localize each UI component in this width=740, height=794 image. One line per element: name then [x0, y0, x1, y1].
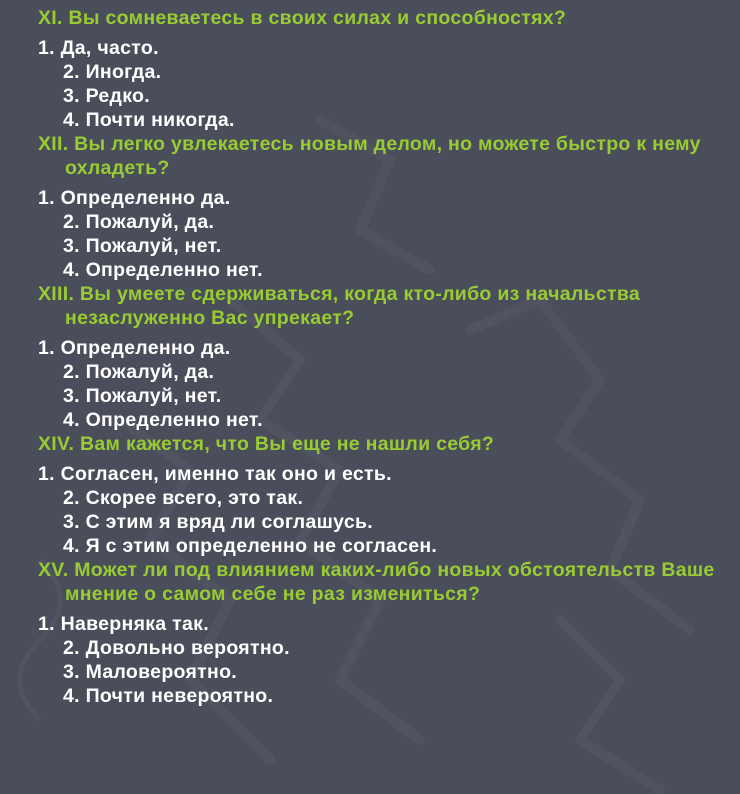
- question-block-12: [38, 132, 728, 282]
- answer-list: [38, 336, 728, 432]
- answer-list: [38, 36, 728, 132]
- answer-option: 3. Маловероятно.: [63, 661, 238, 683]
- question-title: XII. Вы легко увлекаетесь новым делом, но можете быстро к нему охладеть?: [38, 133, 701, 179]
- answer-option: 4. Почти невероятно.: [63, 685, 274, 707]
- answer-option: 2. Иногда.: [63, 61, 162, 83]
- answer-option: 1. Да, часто.: [38, 37, 159, 59]
- question-title: XV. Может ли под влиянием каких-либо новых обстоятельств Ваше мнение о самом себе не раз измениться?: [38, 559, 715, 605]
- question-block-14: [38, 432, 728, 558]
- answer-option: 1. Наверняка так.: [38, 613, 209, 635]
- answer-option: 3. С этим я вряд ли соглашусь.: [63, 511, 373, 533]
- answer-option: 2. Пожалуй, да.: [63, 211, 215, 233]
- answer-list: [38, 186, 728, 282]
- questionnaire: [38, 6, 728, 708]
- answer-option: 4. Определенно нет.: [63, 259, 263, 281]
- question-block-15: [38, 558, 728, 708]
- answer-list: [38, 612, 728, 708]
- answer-option: 4. Определенно нет.: [63, 409, 263, 431]
- answer-option: 4. Я с этим определенно не согласен.: [63, 535, 438, 557]
- answer-option: 1. Согласен, именно так оно и есть.: [38, 463, 392, 485]
- question-title: XIV. Вам кажется, что Вы еще не нашли себя?: [38, 433, 495, 455]
- question-block-11: [38, 6, 728, 132]
- answer-option: 1. Определенно да.: [38, 337, 231, 359]
- question-block-13: [38, 282, 728, 432]
- answer-option: 2. Довольно вероятно.: [63, 637, 290, 659]
- answer-option: 3. Пожалуй, нет.: [63, 235, 222, 257]
- question-title: XIII. Вы умеете сдерживаться, когда кто-либо из начальства незаслуженно Вас упрекает?: [38, 283, 640, 329]
- answer-list: [38, 462, 728, 558]
- answer-option: 2. Пожалуй, да.: [63, 361, 215, 383]
- question-title: XI. Вы сомневаетесь в своих силах и способностях?: [38, 7, 567, 29]
- answer-option: 1. Определенно да.: [38, 187, 231, 209]
- answer-option: 3. Редко.: [63, 85, 150, 107]
- answer-option: 2. Скорее всего, это так.: [63, 487, 304, 509]
- answer-option: 4. Почти никогда.: [63, 109, 235, 131]
- answer-option: 3. Пожалуй, нет.: [63, 385, 222, 407]
